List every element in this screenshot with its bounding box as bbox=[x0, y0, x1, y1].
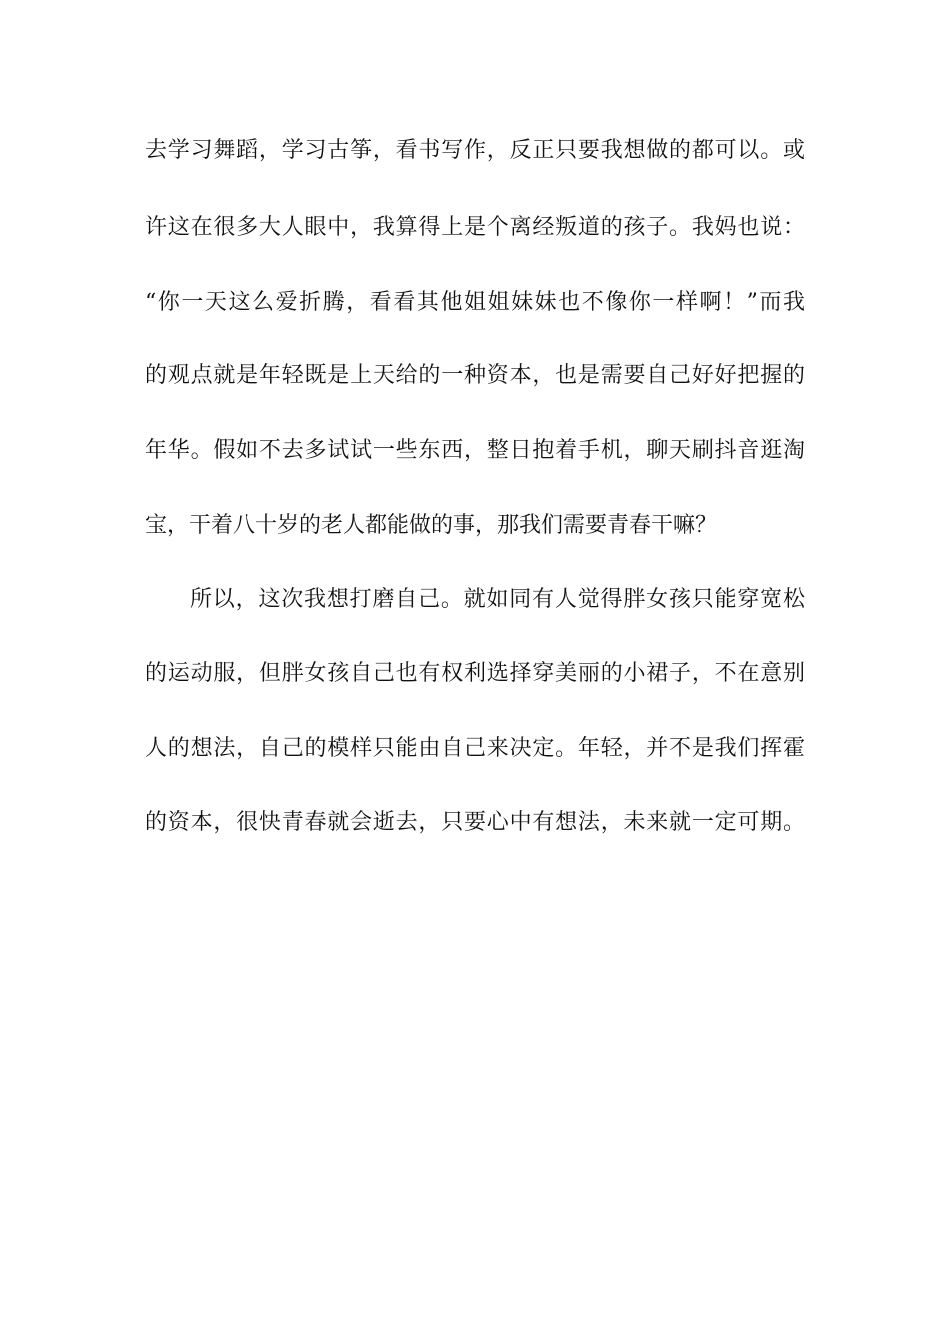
paragraph-line: 去学习舞蹈，学习古筝，看书写作，反正只要我想做的都可以。或 bbox=[145, 138, 805, 163]
paragraph-line: 的资本，很快青春就会逝去，只要心中有想法，未来就一定可期。 bbox=[145, 810, 805, 835]
paragraph-line: 年华。假如不去多试试一些东西，整日抱着手机，聊天刷抖音逛淘 bbox=[145, 438, 805, 463]
paragraph-line: 人的想法，自己的模样只能由自己来决定。年轻，并不是我们挥霍 bbox=[145, 736, 805, 761]
paragraph-line: “你一天这么爱折腾，看看其他姐姐妹妹也不像你一样啊！”而我 bbox=[145, 290, 805, 315]
paragraph-line: 宝，干着八十岁的老人都能做的事，那我们需要青春干嘛？ bbox=[145, 513, 718, 538]
paragraph-line: 的运动服，但胖女孩自己也有权利选择穿美丽的小裙子，不在意别 bbox=[145, 661, 805, 686]
paragraph-line: 许这在很多大人眼中，我算得上是个离经叛道的孩子。我妈也说： bbox=[145, 215, 805, 240]
paragraph-line: 的观点就是年轻既是上天给的一种资本，也是需要自己好好把握的 bbox=[145, 363, 805, 388]
paragraph-line: 所以，这次我想打磨自己。就如同有人觉得胖女孩只能穿宽松 bbox=[190, 587, 805, 612]
